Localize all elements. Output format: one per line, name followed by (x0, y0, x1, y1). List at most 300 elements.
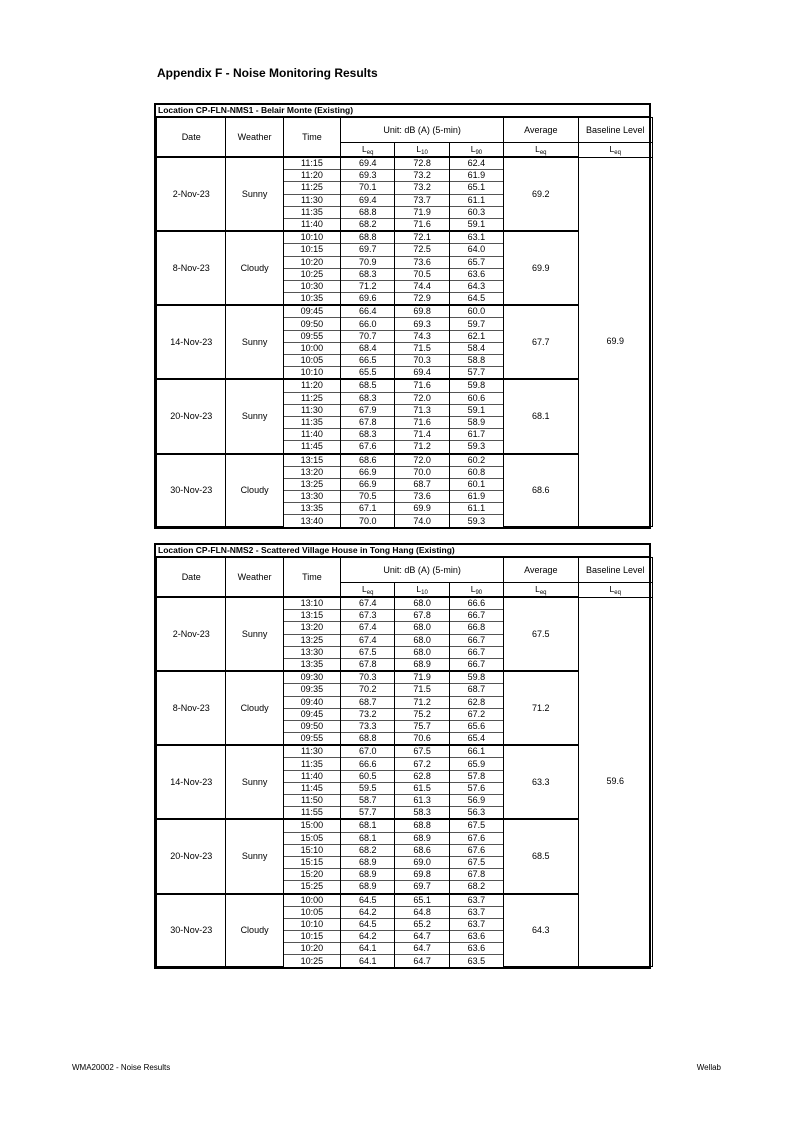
cell-time: 15:05 (283, 832, 340, 844)
cell-time: 11:40 (283, 218, 340, 231)
cell-l90: 62.1 (449, 330, 503, 342)
header-avg-leq (504, 583, 578, 598)
cell-l90: 68.2 (449, 881, 503, 894)
cell-l90: 65.9 (449, 758, 503, 770)
cell-l90: 63.5 (449, 955, 503, 967)
cell-date: 2-Nov-23 (157, 157, 226, 231)
cell-leq: 71.2 (341, 280, 395, 292)
cell-time: 11:40 (283, 770, 340, 782)
cell-l90: 67.6 (449, 844, 503, 856)
cell-weather: Cloudy (226, 671, 283, 745)
cell-time: 09:40 (283, 696, 340, 708)
cell-time: 10:25 (283, 268, 340, 280)
cell-time: 10:10 (283, 231, 340, 244)
footer-company: Wellab (696, 1063, 721, 1072)
cell-l10: 71.5 (395, 342, 449, 354)
cell-time: 13:25 (283, 634, 340, 646)
cell-leq: 64.5 (341, 918, 395, 930)
cell-l90: 61.7 (449, 429, 503, 441)
cell-average: 69.9 (504, 231, 578, 305)
cell-time: 09:55 (283, 330, 340, 342)
header-average: Average (504, 118, 578, 143)
cell-l10: 73.2 (395, 170, 449, 182)
cell-time: 13:20 (283, 466, 340, 478)
cell-time: 10:00 (283, 342, 340, 354)
cell-l90: 61.9 (449, 170, 503, 182)
cell-leq: 70.3 (341, 671, 395, 684)
cell-l90: 59.1 (449, 218, 503, 231)
cell-date: 8-Nov-23 (157, 671, 226, 745)
header-l10-symbol: L (416, 143, 422, 154)
cell-l10: 64.7 (395, 943, 449, 955)
cell-l90: 65.7 (449, 256, 503, 268)
cell-l10: 69.7 (395, 881, 449, 894)
cell-average: 68.5 (504, 819, 578, 893)
cell-l90: 64.3 (449, 280, 503, 292)
header-unit: Unit: dB (A) (5-min) (341, 558, 504, 583)
header-avg-leq-symbol: L (535, 583, 540, 594)
cell-time: 09:55 (283, 733, 340, 746)
cell-time: 15:00 (283, 819, 340, 832)
noise-results-table (156, 117, 653, 527)
header-l10 (395, 583, 449, 598)
header-base-leq (578, 583, 652, 598)
header-date: Date (157, 118, 226, 158)
cell-average: 71.2 (504, 671, 578, 745)
cell-l10: 69.3 (395, 318, 449, 330)
cell-leq: 68.9 (341, 869, 395, 881)
cell-l90: 61.9 (449, 491, 503, 503)
cell-l10: 61.5 (395, 782, 449, 794)
cell-leq: 66.9 (341, 478, 395, 490)
cell-weather: Cloudy (226, 231, 283, 305)
cell-l90: 63.7 (449, 894, 503, 907)
cell-l10: 71.4 (395, 429, 449, 441)
cell-leq: 67.5 (341, 646, 395, 658)
cell-leq: 67.8 (341, 416, 395, 428)
cell-l10: 71.2 (395, 696, 449, 708)
cell-l90: 66.8 (449, 622, 503, 634)
cell-leq: 73.3 (341, 720, 395, 732)
cell-leq: 69.7 (341, 244, 395, 256)
cell-time: 09:50 (283, 720, 340, 732)
cell-l90: 59.1 (449, 404, 503, 416)
cell-l90: 60.0 (449, 305, 503, 318)
header-l90-subscript: 90 (475, 589, 483, 596)
cell-l10: 73.7 (395, 194, 449, 206)
cell-leq: 69.4 (341, 194, 395, 206)
cell-leq: 64.1 (341, 943, 395, 955)
cell-time: 13:15 (283, 454, 340, 467)
cell-time: 11:45 (283, 782, 340, 794)
cell-l10: 72.9 (395, 293, 449, 306)
cell-l10: 72.5 (395, 244, 449, 256)
cell-l90: 59.3 (449, 515, 503, 527)
cell-l10: 64.7 (395, 955, 449, 967)
cell-l90: 59.7 (449, 318, 503, 330)
cell-average: 67.7 (504, 305, 578, 379)
cell-l10: 73.6 (395, 491, 449, 503)
cell-l90: 63.7 (449, 918, 503, 930)
cell-l90: 63.7 (449, 906, 503, 918)
header-leq-symbol: L (362, 143, 367, 154)
header-l10 (395, 143, 449, 158)
cell-l10: 75.7 (395, 720, 449, 732)
cell-l10: 65.2 (395, 918, 449, 930)
cell-l10: 75.2 (395, 708, 449, 720)
cell-date: 30-Nov-23 (157, 894, 226, 967)
cell-time: 11:25 (283, 392, 340, 404)
cell-time: 11:25 (283, 182, 340, 194)
cell-leq: 68.2 (341, 218, 395, 231)
cell-leq: 68.5 (341, 379, 395, 392)
cell-time: 10:20 (283, 943, 340, 955)
cell-time: 13:35 (283, 658, 340, 671)
cell-l10: 71.6 (395, 218, 449, 231)
cell-l90: 56.9 (449, 795, 503, 807)
cell-leq: 65.5 (341, 367, 395, 380)
cell-l10: 71.9 (395, 206, 449, 218)
cell-time: 15:10 (283, 844, 340, 856)
cell-baseline: 69.9 (578, 157, 652, 527)
cell-l10: 71.6 (395, 379, 449, 392)
cell-time: 10:00 (283, 894, 340, 907)
cell-average: 69.2 (504, 157, 578, 231)
cell-leq: 69.6 (341, 293, 395, 306)
cell-leq: 68.4 (341, 342, 395, 354)
cell-leq: 66.4 (341, 305, 395, 318)
header-base-leq (578, 143, 652, 158)
cell-leq: 67.8 (341, 658, 395, 671)
cell-time: 10:10 (283, 918, 340, 930)
cell-l90: 59.3 (449, 441, 503, 454)
table-body (154, 117, 651, 529)
cell-average: 67.5 (504, 597, 578, 671)
cell-l10: 64.8 (395, 906, 449, 918)
cell-l90: 58.9 (449, 416, 503, 428)
header-base-leq-symbol: L (609, 583, 615, 594)
cell-leq: 70.1 (341, 182, 395, 194)
cell-time: 10:20 (283, 256, 340, 268)
header-base-leq-subscript: eq (614, 589, 621, 596)
cell-weather: Sunny (226, 597, 283, 671)
cell-time: 09:45 (283, 305, 340, 318)
cell-l10: 70.0 (395, 466, 449, 478)
cell-leq: 70.7 (341, 330, 395, 342)
cell-time: 11:50 (283, 795, 340, 807)
header-leq-subscript: eq (366, 589, 374, 596)
header-l10-subscript: 10 (421, 149, 428, 156)
header-leq (341, 143, 395, 158)
cell-l10: 68.0 (395, 622, 449, 634)
cell-l90: 56.3 (449, 807, 503, 820)
cell-leq: 69.3 (341, 170, 395, 182)
cell-l90: 60.6 (449, 392, 503, 404)
cell-weather: Sunny (226, 745, 283, 819)
cell-l10: 69.8 (395, 869, 449, 881)
cell-leq: 59.5 (341, 782, 395, 794)
cell-average: 68.1 (504, 379, 578, 453)
cell-leq: 70.9 (341, 256, 395, 268)
cell-l90: 57.7 (449, 367, 503, 380)
header-leq (341, 583, 395, 598)
cell-l10: 61.3 (395, 795, 449, 807)
header-avg-leq-subscript: eq (539, 149, 547, 156)
cell-l10: 72.0 (395, 454, 449, 467)
location-title: Location CP-FLN-NMS2 - Scattered Village House in Tong Hang (Existing) (154, 543, 651, 557)
header-l90-subscript: 90 (475, 149, 483, 156)
table-body (154, 557, 651, 969)
cell-baseline: 59.6 (578, 597, 652, 967)
cell-leq: 67.4 (341, 622, 395, 634)
cell-time: 11:20 (283, 170, 340, 182)
cell-l10: 73.6 (395, 256, 449, 268)
cell-l10: 71.6 (395, 416, 449, 428)
header-weather: Weather (226, 558, 283, 598)
cell-l90: 63.6 (449, 931, 503, 943)
cell-time: 13:40 (283, 515, 340, 527)
header-avg-leq-subscript: eq (539, 589, 547, 596)
cell-weather: Sunny (226, 305, 283, 379)
cell-time: 11:20 (283, 379, 340, 392)
cell-l10: 68.7 (395, 478, 449, 490)
cell-l10: 68.9 (395, 658, 449, 671)
cell-l90: 61.1 (449, 194, 503, 206)
cell-leq: 68.6 (341, 454, 395, 467)
header-base-leq-symbol: L (609, 143, 615, 154)
cell-leq: 68.3 (341, 392, 395, 404)
cell-leq: 68.7 (341, 696, 395, 708)
header-leq-symbol: L (362, 583, 367, 594)
header-leq-subscript: eq (366, 149, 374, 156)
cell-l10: 67.5 (395, 745, 449, 758)
page-title: Appendix F - Noise Monitoring Results (157, 66, 378, 80)
cell-l10: 71.5 (395, 684, 449, 696)
cell-time: 11:35 (283, 416, 340, 428)
cell-l10: 71.2 (395, 441, 449, 454)
header-l10-symbol: L (416, 583, 422, 594)
cell-leq: 68.2 (341, 844, 395, 856)
cell-date: 14-Nov-23 (157, 745, 226, 819)
cell-weather: Sunny (226, 157, 283, 231)
cell-l90: 66.7 (449, 646, 503, 658)
cell-l90: 60.8 (449, 466, 503, 478)
cell-l10: 73.2 (395, 182, 449, 194)
cell-l10: 70.3 (395, 355, 449, 367)
cell-l10: 69.9 (395, 503, 449, 515)
cell-l10: 69.0 (395, 856, 449, 868)
cell-time: 10:25 (283, 955, 340, 967)
header-l90-symbol: L (470, 583, 476, 594)
cell-time: 10:15 (283, 931, 340, 943)
table-nms2 (154, 543, 651, 969)
header-base-leq-subscript: eq (614, 149, 621, 156)
cell-l90: 65.4 (449, 733, 503, 746)
header-avg-leq (504, 143, 578, 158)
cell-l10: 72.1 (395, 231, 449, 244)
cell-leq: 68.1 (341, 819, 395, 832)
cell-leq: 66.0 (341, 318, 395, 330)
footer-doc-ref: WMA20002 - Noise Results (72, 1063, 171, 1072)
cell-time: 11:35 (283, 206, 340, 218)
cell-time: 11:45 (283, 441, 340, 454)
cell-l90: 66.7 (449, 658, 503, 671)
cell-l90: 59.8 (449, 379, 503, 392)
header-avg-leq-symbol: L (535, 143, 540, 154)
cell-leq: 67.9 (341, 404, 395, 416)
cell-l90: 66.6 (449, 597, 503, 610)
cell-time: 15:25 (283, 881, 340, 894)
cell-l10: 74.0 (395, 515, 449, 527)
cell-l10: 62.8 (395, 770, 449, 782)
cell-time: 13:20 (283, 622, 340, 634)
cell-time: 10:10 (283, 367, 340, 380)
table-row (157, 157, 653, 170)
cell-l10: 70.6 (395, 733, 449, 746)
header-date: Date (157, 558, 226, 598)
cell-l90: 66.7 (449, 610, 503, 622)
cell-l10: 68.0 (395, 646, 449, 658)
cell-l10: 64.7 (395, 931, 449, 943)
cell-l10: 71.3 (395, 404, 449, 416)
cell-weather: Sunny (226, 379, 283, 453)
cell-l10: 67.8 (395, 610, 449, 622)
cell-weather: Sunny (226, 819, 283, 893)
cell-l90: 64.0 (449, 244, 503, 256)
cell-average: 64.3 (504, 894, 578, 967)
cell-leq: 64.1 (341, 955, 395, 967)
cell-l90: 58.8 (449, 355, 503, 367)
cell-leq: 64.5 (341, 894, 395, 907)
cell-average: 68.6 (504, 454, 578, 527)
cell-time: 09:45 (283, 708, 340, 720)
cell-leq: 67.4 (341, 634, 395, 646)
cell-time: 13:25 (283, 478, 340, 490)
cell-leq: 70.5 (341, 491, 395, 503)
cell-l90: 67.6 (449, 832, 503, 844)
cell-l90: 58.4 (449, 342, 503, 354)
cell-leq: 66.5 (341, 355, 395, 367)
header-baseline: Baseline Level (578, 558, 652, 583)
cell-leq: 67.0 (341, 745, 395, 758)
cell-time: 11:30 (283, 745, 340, 758)
cell-leq: 57.7 (341, 807, 395, 820)
cell-l90: 67.5 (449, 819, 503, 832)
header-weather: Weather (226, 118, 283, 158)
cell-leq: 60.5 (341, 770, 395, 782)
cell-time: 09:35 (283, 684, 340, 696)
header-l90-symbol: L (470, 143, 476, 154)
cell-time: 10:35 (283, 293, 340, 306)
cell-l10: 68.0 (395, 597, 449, 610)
cell-l10: 69.4 (395, 367, 449, 380)
cell-leq: 68.8 (341, 231, 395, 244)
cell-l10: 58.3 (395, 807, 449, 820)
cell-leq: 67.1 (341, 503, 395, 515)
cell-date: 2-Nov-23 (157, 597, 226, 671)
cell-l90: 60.3 (449, 206, 503, 218)
cell-leq: 67.6 (341, 441, 395, 454)
cell-leq: 73.2 (341, 708, 395, 720)
cell-average: 63.3 (504, 745, 578, 819)
cell-l90: 57.6 (449, 782, 503, 794)
cell-time: 13:10 (283, 597, 340, 610)
cell-l90: 67.5 (449, 856, 503, 868)
header-average: Average (504, 558, 578, 583)
cell-l90: 66.7 (449, 634, 503, 646)
header-l10-subscript: 10 (421, 589, 428, 596)
cell-l10: 68.6 (395, 844, 449, 856)
cell-time: 09:50 (283, 318, 340, 330)
cell-time: 11:40 (283, 429, 340, 441)
cell-leq: 68.1 (341, 832, 395, 844)
cell-leq: 68.8 (341, 733, 395, 746)
cell-leq: 64.2 (341, 931, 395, 943)
cell-date: 20-Nov-23 (157, 379, 226, 453)
cell-l90: 63.6 (449, 268, 503, 280)
cell-leq: 66.9 (341, 466, 395, 478)
cell-date: 14-Nov-23 (157, 305, 226, 379)
cell-time: 11:30 (283, 404, 340, 416)
cell-time: 11:35 (283, 758, 340, 770)
cell-leq: 68.8 (341, 206, 395, 218)
cell-date: 30-Nov-23 (157, 454, 226, 527)
cell-time: 15:15 (283, 856, 340, 868)
header-unit: Unit: dB (A) (5-min) (341, 118, 504, 143)
cell-l90: 67.8 (449, 869, 503, 881)
cell-leq: 68.3 (341, 268, 395, 280)
cell-leq: 64.2 (341, 906, 395, 918)
cell-leq: 66.6 (341, 758, 395, 770)
cell-l90: 64.5 (449, 293, 503, 306)
cell-l90: 62.8 (449, 696, 503, 708)
cell-leq: 68.9 (341, 856, 395, 868)
location-title: Location CP-FLN-NMS1 - Belair Monte (Existing) (154, 103, 651, 117)
cell-time: 11:15 (283, 157, 340, 170)
cell-leq: 70.0 (341, 515, 395, 527)
header-l90 (449, 143, 503, 158)
cell-time: 13:15 (283, 610, 340, 622)
cell-weather: Cloudy (226, 454, 283, 527)
cell-time: 13:35 (283, 503, 340, 515)
header-l90 (449, 583, 503, 598)
cell-l90: 66.1 (449, 745, 503, 758)
cell-l10: 65.1 (395, 894, 449, 907)
cell-time: 10:15 (283, 244, 340, 256)
cell-l90: 63.6 (449, 943, 503, 955)
cell-leq: 67.3 (341, 610, 395, 622)
cell-date: 20-Nov-23 (157, 819, 226, 893)
cell-l90: 60.1 (449, 478, 503, 490)
cell-l10: 70.5 (395, 268, 449, 280)
cell-time: 10:30 (283, 280, 340, 292)
cell-l90: 68.7 (449, 684, 503, 696)
cell-l10: 68.9 (395, 832, 449, 844)
cell-time: 09:30 (283, 671, 340, 684)
cell-time: 10:05 (283, 906, 340, 918)
cell-l10: 67.2 (395, 758, 449, 770)
cell-l10: 68.8 (395, 819, 449, 832)
cell-time: 11:55 (283, 807, 340, 820)
header-baseline: Baseline Level (578, 118, 652, 143)
noise-results-table (156, 557, 653, 967)
cell-leq: 70.2 (341, 684, 395, 696)
cell-l90: 67.2 (449, 708, 503, 720)
cell-time: 15:20 (283, 869, 340, 881)
table-nms1 (154, 103, 651, 529)
table-row (157, 597, 653, 610)
cell-leq: 58.7 (341, 795, 395, 807)
